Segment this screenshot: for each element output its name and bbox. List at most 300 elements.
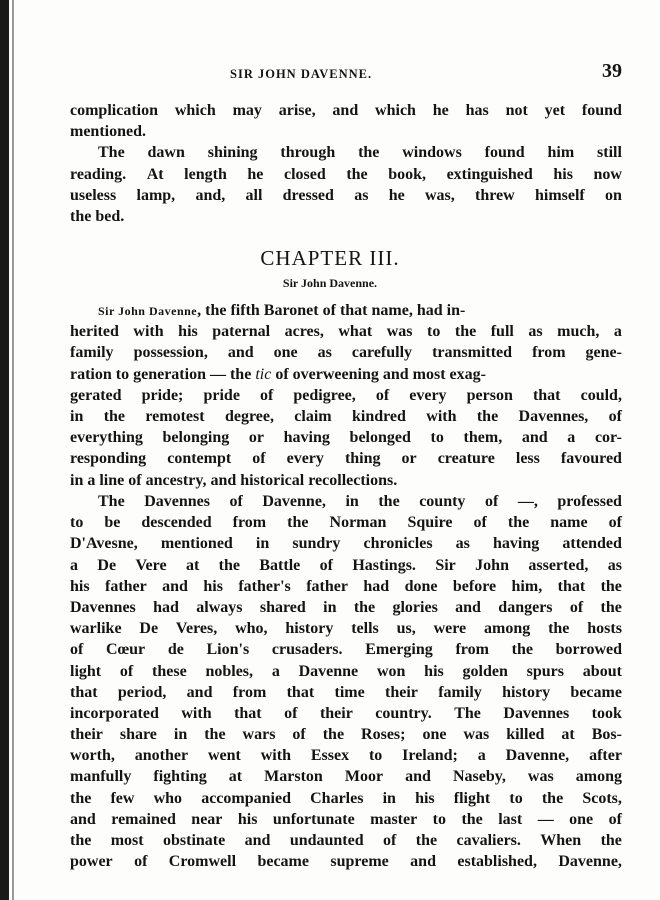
word: in (173, 726, 188, 744)
word: dawn (147, 144, 185, 162)
text-line (70, 321, 622, 342)
word: remained (111, 810, 176, 828)
word: pedigree, (293, 386, 356, 404)
word: was, (424, 186, 455, 204)
word: degree, (224, 407, 274, 425)
word: Cromwell (168, 853, 237, 871)
word: full (490, 323, 514, 341)
word: from (532, 344, 566, 362)
word: At (146, 165, 164, 183)
word: dressed (282, 186, 334, 204)
word: he (432, 102, 449, 119)
word: extinguished (446, 165, 533, 183)
word: county (419, 493, 466, 510)
word: their (385, 683, 418, 701)
word: found (484, 144, 525, 162)
word: from (455, 641, 489, 659)
text-line (70, 300, 622, 321)
word: won (376, 662, 406, 680)
word: with (181, 704, 212, 722)
word: killed (506, 726, 545, 744)
text-line (70, 851, 622, 872)
word: spurs (526, 662, 565, 680)
word: herited (70, 323, 119, 341)
word: father (104, 577, 147, 595)
word: him, (511, 577, 543, 595)
word: the (476, 407, 499, 425)
word: had (153, 598, 179, 616)
word: Bos- (591, 726, 622, 744)
word: Emerging (365, 641, 433, 659)
word: useless (70, 186, 117, 204)
word: favoured (560, 450, 622, 468)
word: having (493, 535, 540, 553)
word: master (370, 810, 418, 828)
word: the (600, 577, 622, 595)
word: Essex (310, 747, 350, 765)
word: of (319, 556, 333, 574)
word: was (463, 726, 490, 744)
word: gene- (585, 344, 622, 362)
word: be (104, 514, 121, 532)
word: and (227, 344, 254, 362)
word: of (134, 853, 148, 871)
word: had (363, 577, 390, 595)
text-line (70, 576, 622, 597)
word: the (346, 165, 368, 183)
word: glories (392, 598, 438, 616)
word: warlike (70, 620, 122, 638)
word: Naseby, (452, 768, 506, 786)
word: near (191, 810, 223, 828)
word: his (178, 323, 198, 341)
word: at (185, 556, 200, 574)
word: of (473, 514, 487, 532)
word: to (368, 747, 383, 765)
word: Davenne, (505, 747, 570, 765)
word: thing (344, 450, 381, 468)
word: tells (351, 620, 379, 638)
word: responding (70, 450, 147, 468)
paragraph-2 (70, 491, 622, 872)
word: in (345, 493, 359, 510)
word: was (386, 323, 413, 341)
word: after (589, 747, 622, 765)
word: to (430, 429, 444, 447)
word: all (245, 186, 263, 204)
word: remotest (145, 407, 205, 425)
word: was (527, 768, 554, 786)
word: about (582, 662, 622, 680)
word: having (283, 429, 330, 447)
word: flight (453, 789, 491, 807)
word: of (569, 598, 584, 616)
word: most (110, 832, 144, 849)
word: among (483, 620, 531, 638)
word: the (378, 493, 400, 510)
word: of (229, 493, 243, 510)
word: his (553, 165, 573, 183)
word: Scots, (582, 789, 622, 807)
word: length (184, 165, 227, 183)
word: what (338, 323, 373, 341)
italic-word: tic (255, 365, 272, 383)
word: of (608, 810, 622, 828)
word: belonged (349, 429, 411, 447)
word: time (334, 683, 365, 701)
top-text (70, 100, 622, 227)
text-line (70, 427, 622, 448)
word: share (119, 726, 157, 744)
word: and (186, 683, 213, 701)
word: took (591, 704, 622, 722)
text-line (70, 682, 622, 703)
word: golden (462, 662, 508, 680)
word: as (317, 344, 332, 362)
word: which (174, 102, 216, 119)
word: history (502, 683, 551, 701)
word: Sir (435, 556, 456, 574)
word: Battle (259, 556, 301, 574)
word: as (455, 535, 470, 553)
word: their (319, 704, 353, 722)
word: every (286, 450, 324, 468)
word: of (119, 662, 134, 680)
word: the (511, 641, 533, 659)
word: power (70, 853, 113, 871)
text-line: the bed. (70, 207, 125, 225)
word: one (422, 726, 447, 744)
word: and (410, 853, 436, 871)
word: that (557, 577, 586, 595)
word: not (505, 102, 528, 119)
word: his (415, 789, 435, 807)
text-line (70, 533, 622, 554)
word: to (427, 323, 441, 341)
text-line (70, 724, 622, 745)
word: belonging (162, 429, 230, 447)
word: Ireland; (402, 747, 458, 765)
word: Davenne, (262, 493, 326, 510)
text-line (70, 618, 622, 639)
word: dangers (498, 598, 553, 616)
word: last (498, 810, 523, 828)
word: Charles (310, 789, 364, 807)
word: to (70, 514, 84, 532)
word: unfortunate (272, 810, 355, 828)
word: claim (294, 407, 332, 425)
word: of (292, 726, 306, 744)
word: a (613, 323, 622, 341)
word: shining (207, 144, 258, 162)
word: chronicles (363, 535, 433, 553)
word: family (438, 683, 482, 701)
word: every (409, 386, 447, 404)
word: who, (235, 620, 268, 638)
word: at (228, 768, 243, 786)
word: may (232, 102, 262, 119)
word: of (252, 450, 266, 468)
word: the (322, 726, 345, 744)
word: and (244, 832, 271, 849)
word: the (204, 726, 226, 744)
word: transmitted (432, 344, 513, 362)
word: fighting (153, 768, 207, 786)
word: in (70, 407, 84, 425)
text-line (70, 788, 622, 809)
word: of (383, 832, 397, 849)
word: the (541, 789, 564, 807)
text-line (70, 703, 622, 724)
word: de (167, 641, 184, 659)
word: them, (463, 429, 503, 447)
word: became (570, 683, 622, 701)
word: the (461, 810, 483, 828)
text-run: ration to generation — the (70, 365, 256, 383)
word: a (70, 556, 78, 574)
word: Marston (264, 768, 323, 786)
word: book, (388, 165, 426, 183)
word: light (70, 662, 102, 680)
text-line (70, 830, 622, 851)
word: of (375, 386, 390, 404)
word: became (257, 853, 309, 871)
word: and (70, 810, 96, 828)
word: reading. (70, 165, 127, 183)
chapter-heading: CHAPTER III. (260, 246, 400, 270)
text-line (70, 809, 622, 830)
word: kindred (351, 407, 406, 425)
word: the (454, 323, 477, 341)
word: his (237, 810, 258, 828)
word: one (273, 344, 298, 362)
word: him (547, 144, 575, 162)
word: manfully (70, 768, 132, 786)
word: in (255, 535, 270, 553)
word: the (70, 832, 92, 849)
word: of (284, 704, 298, 722)
word: and (521, 429, 548, 447)
word: acres, (284, 323, 324, 341)
word: person (466, 386, 513, 404)
word: of (608, 514, 622, 532)
word: Davennes (70, 598, 136, 616)
word: at (561, 726, 575, 744)
text-line: mentioned. (70, 123, 146, 141)
text-line (70, 142, 622, 163)
page-number: 39 (602, 60, 622, 82)
word: that (234, 704, 262, 722)
word: The (454, 704, 481, 722)
text-run: of overweening and most exag- (271, 365, 486, 383)
text-line (70, 364, 622, 385)
text-line (70, 639, 622, 660)
word: his (70, 577, 90, 595)
word: shared (259, 598, 306, 616)
word: that (286, 683, 315, 701)
word: us, (396, 620, 416, 638)
page-binding-shadow (0, 0, 9, 900)
word: their (70, 726, 103, 744)
word: through (280, 144, 336, 162)
word: Hastings. (352, 556, 416, 574)
name-small-caps: Sir John Davenne (98, 304, 198, 318)
text-line (70, 385, 622, 406)
word: yet (544, 102, 566, 119)
word: Squire (407, 514, 453, 532)
word: who (153, 789, 183, 807)
word: closed (283, 165, 326, 183)
word: everything (70, 429, 143, 447)
word: a (567, 429, 576, 447)
word: name (550, 514, 588, 532)
word: Moor (344, 768, 384, 786)
word: creature (437, 450, 495, 468)
word: and (405, 768, 431, 786)
word: descended (141, 514, 212, 532)
text-line (70, 342, 622, 363)
word: arise, (278, 102, 316, 119)
word: contempt (167, 450, 232, 468)
word: the (600, 832, 622, 849)
word: Davennes (144, 493, 210, 510)
word: or (401, 450, 417, 468)
word: complication (70, 102, 158, 119)
word: less (515, 450, 540, 468)
word: of (260, 386, 274, 404)
word: Veres, (175, 620, 218, 638)
word: asserted, (528, 556, 589, 574)
word: to (432, 810, 446, 828)
text-run: , the fifth Baronet of that name, had in- (197, 302, 466, 319)
word: the (507, 514, 530, 532)
word: mentioned (160, 535, 233, 553)
word: were (433, 620, 467, 638)
word: the (358, 144, 380, 162)
word: went (207, 747, 241, 765)
text-line (70, 512, 622, 533)
word: professed (557, 493, 622, 510)
word: period, (117, 683, 167, 701)
word: Cœur (106, 641, 146, 659)
word: much, (557, 323, 600, 341)
word: lamp, (136, 186, 176, 204)
word: The (98, 144, 125, 162)
word: could, (580, 386, 622, 404)
word: country. (375, 704, 432, 722)
text-line (70, 745, 622, 766)
word: D'Avesne, (70, 535, 138, 553)
word: Roses; (361, 726, 406, 744)
word: Davennes (503, 704, 570, 722)
word: and (162, 577, 188, 595)
word: before (452, 577, 497, 595)
word: John (475, 556, 509, 574)
running-head (70, 60, 622, 88)
word: still (597, 144, 622, 162)
word: the (415, 832, 438, 849)
word: Lion's (206, 641, 250, 659)
word: father's (238, 577, 291, 595)
word: carefully (351, 344, 413, 362)
chapter-subtitle: Sir John Davenne. (282, 276, 378, 290)
word: family (70, 344, 114, 362)
word: — (537, 810, 554, 828)
word: wars (242, 726, 276, 744)
word: Davenne (298, 662, 359, 680)
text-line (70, 555, 622, 576)
word: Davenne, (558, 853, 622, 871)
paragraph-1 (70, 300, 622, 491)
word: or (248, 429, 264, 447)
word: and (332, 102, 359, 119)
word: incorporated (70, 704, 159, 722)
word: a (271, 662, 280, 680)
word: of (70, 641, 84, 659)
word: as (607, 556, 622, 574)
text-line (70, 766, 622, 787)
word: of (608, 407, 622, 425)
word: a (477, 747, 486, 765)
word: in (382, 789, 396, 807)
word: from (232, 514, 267, 532)
word: Norman (329, 514, 387, 532)
word: done (404, 577, 438, 595)
word: from (232, 683, 267, 701)
word: sundry (292, 535, 341, 553)
word: De (139, 620, 159, 638)
word: his (424, 662, 444, 680)
word: gerated (70, 386, 122, 404)
word: that (532, 386, 561, 404)
word: one (569, 810, 594, 828)
word: windows (402, 144, 462, 162)
word: these (152, 662, 187, 680)
word: few (110, 789, 135, 807)
word: history (285, 620, 334, 638)
text-line (70, 100, 622, 121)
word: he (388, 186, 405, 204)
word: among (575, 768, 622, 786)
word: Vere (135, 556, 167, 574)
text-line (70, 661, 622, 682)
word: the (103, 407, 126, 425)
word: cavaliers. (456, 832, 521, 849)
word: that (70, 683, 98, 701)
word: with (260, 747, 291, 765)
word: pride (203, 386, 240, 404)
page-binding-line (12, 0, 14, 900)
word: —, (517, 493, 538, 510)
word: he (247, 165, 264, 183)
text-line (70, 164, 622, 185)
word: the (287, 514, 309, 532)
word: always (196, 598, 243, 616)
text-line (70, 448, 622, 469)
word: worth, (70, 747, 115, 765)
word: nobles, (205, 662, 254, 680)
word: another (134, 747, 189, 765)
word: to (509, 789, 523, 807)
word: obstinate (163, 832, 226, 849)
word: the (353, 598, 376, 616)
text-line (70, 185, 622, 206)
word: the (70, 789, 92, 807)
word: attended (562, 535, 622, 553)
word: Davennes, (518, 407, 589, 425)
word: undaunted (289, 832, 364, 849)
word: has (465, 102, 489, 119)
